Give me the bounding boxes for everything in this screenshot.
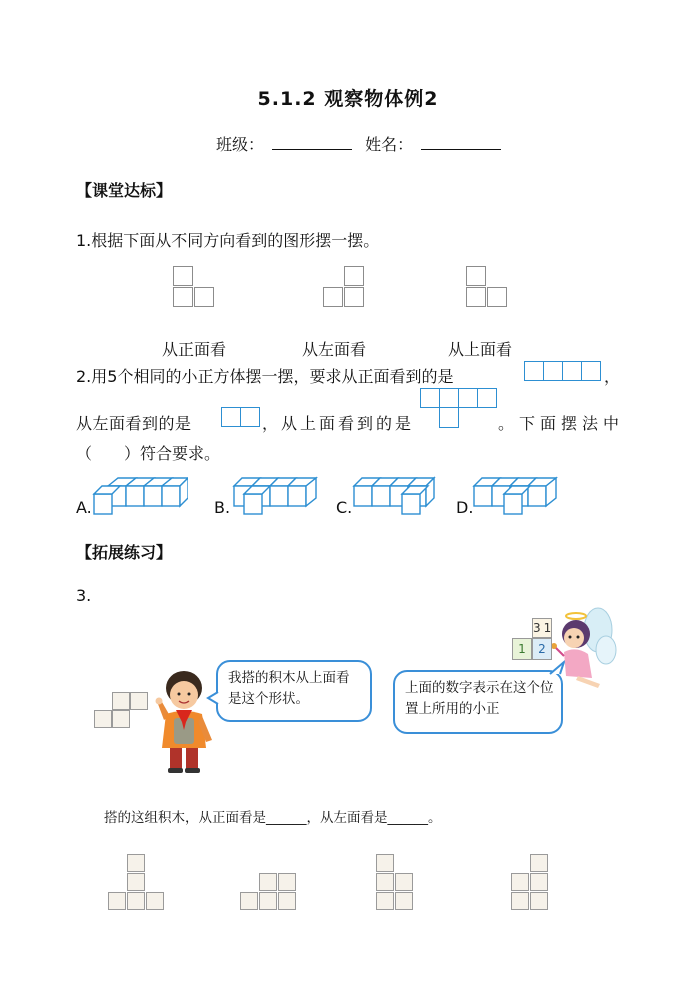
q3-option-figure-2 bbox=[240, 873, 298, 913]
q1-top-view-figure bbox=[466, 266, 510, 310]
q3-option-figure-4 bbox=[511, 854, 551, 912]
q2-option-a-figure bbox=[92, 476, 188, 516]
q2-option-c-figure bbox=[352, 476, 442, 516]
speech-bubble-fairy bbox=[393, 670, 563, 734]
section-extension: 【拓展练习】 bbox=[76, 543, 173, 562]
grid-number-top-left: 3 bbox=[533, 621, 541, 635]
q3-blank-front[interactable]: ______ bbox=[266, 810, 307, 826]
q2-option-b-figure bbox=[230, 476, 320, 516]
grid-number-bottom-right: 2 bbox=[538, 642, 546, 656]
q3-top-view-figure bbox=[94, 692, 150, 732]
q2-option-c-label[interactable]: C. bbox=[336, 498, 353, 517]
name-blank[interactable] bbox=[421, 135, 501, 150]
q1-text: 1.根据下面从不同方向看到的图形摆一摆。 bbox=[76, 231, 380, 250]
q3-question-part-a: 搭的这组积木，从正面看是 bbox=[104, 810, 266, 826]
q3-option-figure-3 bbox=[376, 854, 416, 912]
q3-question bbox=[104, 806, 442, 826]
q2-option-d-figure bbox=[472, 476, 562, 516]
number-grid bbox=[512, 618, 554, 662]
q3-number: 3. bbox=[76, 586, 92, 605]
speech-bubble-boy bbox=[216, 660, 372, 722]
grid-number-top-right: 1 bbox=[543, 621, 552, 635]
page-title: 5.1.2 观察物体例2 bbox=[257, 88, 439, 110]
q3-blank-left[interactable]: ______ bbox=[387, 810, 428, 826]
q2-line1-end: ， bbox=[604, 367, 621, 386]
fairy-illustration bbox=[552, 604, 618, 696]
q3-question-part-c: 。 bbox=[428, 810, 442, 826]
speech-bubble-boy-tail bbox=[206, 690, 220, 706]
q2-line3: （ ）符合要求。 bbox=[76, 444, 221, 463]
q2-option-d-label[interactable]: D. bbox=[456, 498, 474, 517]
class-blank[interactable] bbox=[272, 135, 352, 150]
boy-illustration bbox=[150, 668, 218, 774]
q2-line1: 2.用5个相同的小正方体摆一摆，要求从正面看到的是 bbox=[76, 367, 454, 386]
q1-left-view-figure bbox=[323, 266, 367, 310]
q2-line2c: 。下面摆法中 bbox=[498, 414, 625, 433]
q2-left-view-figure bbox=[221, 407, 261, 427]
q2-line2a: 从左面看到的是 bbox=[76, 414, 192, 433]
speech-bubble-fairy-text: 上面的数字表示在这个位置上所用的小正 bbox=[405, 680, 554, 717]
q2-top-view-figure bbox=[420, 388, 498, 430]
q2-option-b-label[interactable]: B. bbox=[214, 498, 231, 517]
name-label: 姓名： bbox=[365, 135, 414, 154]
grid-number-bottom-left: 1 bbox=[518, 642, 526, 656]
q3-option-figure-1 bbox=[108, 854, 166, 912]
section-practice: 【课堂达标】 bbox=[76, 181, 173, 200]
q2-front-view-figure bbox=[524, 361, 602, 381]
q1-label-top: 从上面看 bbox=[448, 340, 513, 359]
speech-bubble-boy-text: 我搭的积木从上面看是这个形状。 bbox=[228, 670, 350, 707]
q3-question-part-b: ，从左面看是 bbox=[306, 810, 388, 826]
q1-label-front: 从正面看 bbox=[162, 340, 227, 359]
class-label: 班级： bbox=[216, 135, 265, 154]
student-info-line bbox=[216, 132, 509, 155]
q2-line2b: ，从上面看到的是 bbox=[262, 414, 415, 433]
q2-option-a-label[interactable]: A. bbox=[76, 498, 92, 517]
q1-front-view-figure bbox=[173, 266, 217, 310]
q1-label-left: 从左面看 bbox=[302, 340, 367, 359]
